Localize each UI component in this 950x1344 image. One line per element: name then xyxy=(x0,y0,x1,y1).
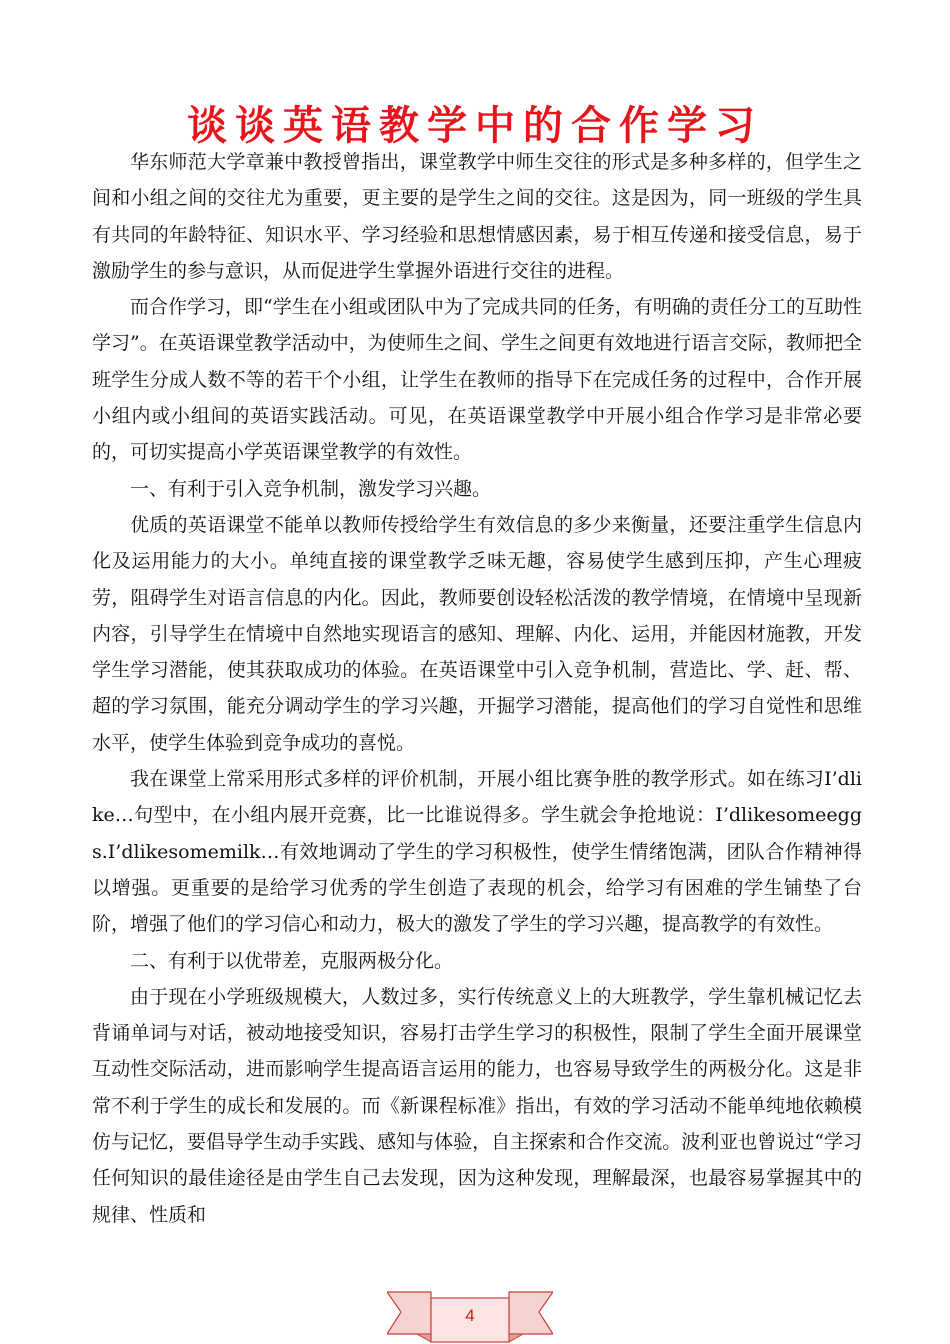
page-number: 4 xyxy=(465,1306,475,1325)
page-footer-badge xyxy=(387,1284,553,1344)
section-heading-one: 一、有利于引入竞争机制，激发学习兴趣。 xyxy=(130,477,492,500)
paragraph-intro: 华东师范大学章兼中教授曾指出，课堂教学中师生交往的形式是多种多样的，但学生之间和小组之间的交往尤为重要，更主要的是学生之间的交往。这是因为，同一班级的学生具有共同的年龄特征、知识水平、学习经验和思想情感因素，易于相互传递和接受信息，易于激励学生的参与意识，从而促进学生掌握外语进行交往的进程。 xyxy=(92,151,862,282)
paragraph-competition: 优质的英语课堂不能单以教师传授给学生有效信息的多少来衡量，还要注重学生信息内化及运用能力的大小。单纯直接的课堂教学乏味无趣，容易使学生感到压抑，产生心理疲劳，阻碍学生对语言信息的内化。因此，教师要创设轻松活泼的教学情境，在情境中呈现新内容，引导学生在情境中自然地实现语言的感知、理解、内化、运用，并能因材施教，开发学生学习潜能，使其获取成功的体验。在英语课堂中引入竞争机制，营造比、学、赶、帮、超的学习氛围，能充分调动学生的学习兴趣，开掘学习潜能，提高他们的学习自觉性和思维水平，使学生体验到竞争成功的喜悦。 xyxy=(92,513,862,754)
document-body xyxy=(92,144,862,1233)
document-title: 谈谈英语教学中的合作学习 xyxy=(187,103,763,149)
paragraph-classroom-example: 我在课堂上常采用形式多样的评价机制，开展小组比赛争胜的教学形式。如在练习I’dlike…句型中，在小组内展开竞赛，比一比谁说得多。学生就会争抢地说：I’dlikesomeeggs.I’dlikesomemilk…有效地调动了学生的学习积极性，使学生情绪饱满，团队合作精神得以增强。更重要的是给学习优秀的学生创造了表现的机会，给学习有困难的学生铺垫了台阶，增强了他们的学习信心和动力，极大的激发了学生的学习兴趣，提高教学的有效性。 xyxy=(92,768,862,936)
paragraph-cooperative-definition: 而合作学习，即“学生在小组或团队中为了完成共同的任务，有明确的责任分工的互助性学习”。在英语课堂教学活动中，为使师生之间、学生之间更有效地进行语言交际，教师把全班学生分成人数不等的若干个小组，让学生在教师的指导下在完成任务的过程中，合作开展小组内或小组间的英语实践活动。可见，在英语课堂教学中开展小组合作学习是非常必要的，可切实提高小学英语课堂教学的有效性。 xyxy=(92,296,862,464)
section-heading-two: 二、有利于以优带差，克服两极分化。 xyxy=(130,949,454,972)
paragraph-polarization: 由于现在小学班级规模大，人数过多，实行传统意义上的大班教学，学生靠机械记忆去背诵单词与对话，被动地接受知识，容易打击学生学习的积极性，限制了学生全面开展课堂互动性交际活动，进而影响学生提高语言运用的能力，也容易导致学生的两极分化。这是非常不利于学生的成长和发展的。而《新课程标准》指出，有效的学习活动不能单纯地依赖模仿与记忆，要倡导学生动手实践、感知与体验，自主探索和合作交流。波利亚也曾说过“学习任何知识的最佳途径是由学生自己去发现，因为这种发现，理解最深，也最容易掌握其中的规律、性质和 xyxy=(92,985,862,1226)
